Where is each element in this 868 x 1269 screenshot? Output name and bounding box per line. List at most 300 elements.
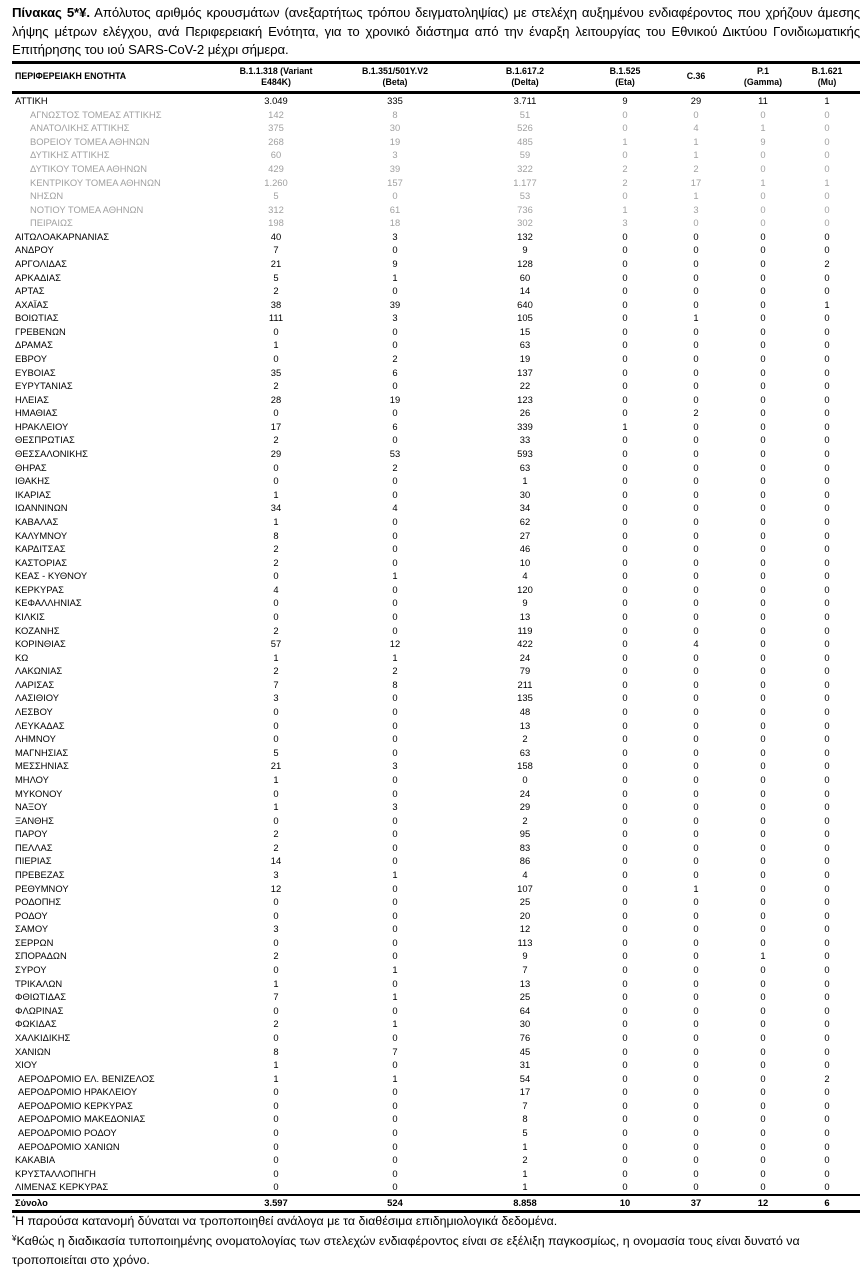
- count-cell: 0: [622, 787, 628, 799]
- count-cell: 2: [622, 162, 628, 174]
- count-cell: 29: [519, 801, 531, 813]
- count-cell: 17: [690, 176, 702, 188]
- count-cell: 24: [519, 787, 531, 799]
- table-row: [12, 488, 860, 502]
- count-cell: 736: [517, 203, 533, 215]
- count-cell: 0: [824, 678, 830, 690]
- count-cell: 0: [622, 475, 628, 487]
- count-cell: 0: [622, 1126, 628, 1138]
- region-name-cell: ΘΗΡΑΣ: [15, 461, 47, 473]
- region-name-cell: ΠΑΡΟΥ: [15, 828, 48, 840]
- count-cell: 29: [690, 95, 702, 107]
- count-cell: 46: [519, 543, 531, 555]
- table-body: [12, 93, 860, 1195]
- count-cell: 2: [522, 1154, 528, 1166]
- count-cell: 3: [392, 801, 398, 813]
- count-cell: 4: [273, 583, 279, 595]
- region-name-cell: ΕΥΡΥΤΑΝΙΑΣ: [15, 380, 73, 392]
- count-cell: 7: [273, 678, 279, 690]
- table-row: [12, 1031, 860, 1045]
- count-cell: 0: [622, 529, 628, 541]
- count-cell: 0: [760, 624, 766, 636]
- count-cell: 0: [760, 190, 766, 202]
- region-name-cell: ΠΙΕΡΙΑΣ: [15, 855, 52, 867]
- count-cell: 0: [824, 434, 830, 446]
- count-cell: 0: [824, 312, 830, 324]
- count-cell: 2: [273, 665, 279, 677]
- count-cell: 1: [760, 950, 766, 962]
- count-cell: 0: [273, 964, 279, 976]
- count-cell: 0: [824, 1086, 830, 1098]
- count-cell: 0: [824, 597, 830, 609]
- count-cell: 0: [273, 896, 279, 908]
- count-cell: 0: [693, 977, 699, 989]
- table-row-subregion: [12, 148, 860, 162]
- count-cell: 0: [273, 1154, 279, 1166]
- count-cell: 0: [273, 733, 279, 745]
- count-cell: 0: [392, 339, 398, 351]
- count-cell: 0: [273, 1126, 279, 1138]
- count-cell: 0: [622, 597, 628, 609]
- count-cell: 640: [517, 298, 533, 310]
- region-name-cell: ΚΕΡΚΥΡΑΣ: [15, 583, 64, 595]
- count-cell: 0: [760, 855, 766, 867]
- count-cell: 0: [392, 1086, 398, 1098]
- region-name-cell: ΣΥΡΟΥ: [15, 964, 47, 976]
- count-cell: 39: [389, 162, 401, 174]
- count-cell: 0: [622, 230, 628, 242]
- count-cell: 3: [273, 923, 279, 935]
- count-cell: 0: [693, 1059, 699, 1071]
- region-name-cell: ΓΡΕΒΕΝΩΝ: [15, 325, 66, 337]
- header-line-2: (Mu): [817, 77, 837, 87]
- table-row: [12, 298, 860, 312]
- count-cell: 375: [268, 122, 284, 134]
- count-cell: 0: [760, 285, 766, 297]
- count-cell: 15: [519, 325, 531, 337]
- count-cell: 1.260: [264, 176, 288, 188]
- count-cell: 0: [760, 896, 766, 908]
- table-row-subregion: [12, 162, 860, 176]
- table-row: [12, 800, 860, 814]
- count-cell: 1: [273, 1059, 279, 1071]
- count-cell: 2: [273, 543, 279, 555]
- count-cell: 158: [517, 760, 533, 772]
- column-header-variant: [222, 63, 330, 93]
- count-cell: 0: [622, 149, 628, 161]
- count-cell: 0: [392, 1113, 398, 1125]
- region-name-cell: ΒΟΡΕΙΟΥ ΤΟΜΕΑ ΑΘΗΝΩΝ: [30, 135, 150, 147]
- count-cell: 1: [824, 176, 830, 188]
- total-row: [12, 1195, 860, 1212]
- count-cell: 0: [693, 285, 699, 297]
- table-row: [12, 610, 860, 624]
- count-cell: 0: [824, 380, 830, 392]
- region-name-cell: ΝΟΤΙΟΥ ΤΟΜΕΑ ΑΘΗΝΩΝ: [30, 203, 144, 215]
- count-cell: 0: [693, 529, 699, 541]
- count-cell: 0: [760, 638, 766, 650]
- count-cell: 0: [392, 909, 398, 921]
- count-cell: 0: [622, 1167, 628, 1179]
- count-cell: 0: [273, 570, 279, 582]
- count-cell: 1: [622, 135, 628, 147]
- count-cell: 119: [517, 624, 533, 636]
- count-cell: 0: [622, 583, 628, 595]
- count-cell: 13: [519, 611, 531, 622]
- region-name-cell: ΜΗΛΟΥ: [15, 773, 49, 785]
- caption-text: Απόλυτος αριθμός κρουσμάτων (ανεξαρτήτως τρόπου δειγματοληψίας) με στελέχη αυξημένου ενδιαφέροντος που χρήζουν άμεσης λήψης μέτρων ελέγχου, ανά Περιφερειακή Ενότητα, για το χρονικό διάστημα από την έναρξη λειτουργίας του Εθνικού Δικτύου Γονιδιωματικής Επιτήρησης του ιού SARS-CoV-2 μέχρι σήμερα.: [12, 5, 860, 57]
- count-cell: 0: [273, 909, 279, 921]
- count-cell: 0: [693, 624, 699, 636]
- header-line-2: (Eta): [615, 77, 635, 87]
- table-row: [12, 1017, 860, 1031]
- count-cell: 0: [824, 1059, 830, 1071]
- table-row: [12, 284, 860, 298]
- count-cell: 0: [392, 1140, 398, 1152]
- column-header-variant: [460, 63, 590, 93]
- count-cell: 0: [824, 1031, 830, 1043]
- region-name-cell: ΧΙΟΥ: [15, 1059, 38, 1071]
- count-cell: 0: [824, 393, 830, 405]
- count-cell: 8: [392, 678, 398, 690]
- count-cell: 28: [270, 393, 282, 405]
- table-row: [12, 447, 860, 461]
- count-cell: 2: [273, 556, 279, 568]
- count-cell: 113: [517, 936, 533, 948]
- count-cell: 0: [760, 1181, 766, 1193]
- table-row: [12, 1058, 860, 1072]
- count-cell: 0: [622, 448, 628, 460]
- count-cell: 0: [824, 543, 830, 555]
- count-cell: 0: [693, 773, 699, 785]
- footnote: [12, 1230, 864, 1269]
- region-name-cell: ΚΟΡΙΝΘΙΑΣ: [15, 638, 66, 650]
- count-cell: 0: [273, 1086, 279, 1098]
- header-line-1: B.1.617.2: [505, 65, 545, 76]
- count-cell: 0: [824, 977, 830, 989]
- count-cell: 22: [519, 380, 531, 392]
- count-cell: 0: [392, 1004, 398, 1016]
- total-value: 37: [660, 1195, 732, 1212]
- table-row: [12, 868, 860, 882]
- count-cell: 0: [273, 353, 279, 365]
- count-cell: 2: [273, 1018, 279, 1030]
- count-cell: 0: [760, 325, 766, 337]
- count-cell: 111: [268, 312, 284, 324]
- footnotes: [12, 1210, 864, 1269]
- table-row-subregion: [12, 108, 860, 122]
- count-cell: 0: [392, 773, 398, 785]
- count-cell: 0: [824, 502, 830, 514]
- count-cell: 0: [273, 597, 279, 609]
- table-row: [12, 461, 860, 475]
- count-cell: 0: [622, 678, 628, 690]
- region-name-cell: ΡΕΘΥΜΝΟΥ: [15, 882, 69, 894]
- count-cell: 128: [517, 257, 533, 269]
- header-line-1: P.1: [756, 65, 770, 76]
- count-cell: 0: [824, 923, 830, 935]
- count-cell: 0: [760, 353, 766, 365]
- count-cell: 0: [760, 651, 766, 663]
- count-cell: 0: [273, 1167, 279, 1179]
- count-cell: 31: [519, 1059, 531, 1071]
- count-cell: 0: [824, 461, 830, 473]
- count-cell: 9: [622, 95, 628, 107]
- count-cell: 0: [622, 1059, 628, 1071]
- count-cell: 0: [760, 488, 766, 500]
- count-cell: 0: [693, 108, 699, 120]
- count-cell: 0: [622, 515, 628, 527]
- count-cell: 7: [392, 1045, 398, 1057]
- region-name-cell: ΙΩΑΝΝΙΝΩΝ: [15, 502, 68, 514]
- count-cell: 63: [519, 461, 531, 473]
- count-cell: 1: [522, 1181, 528, 1193]
- count-cell: 0: [824, 1126, 830, 1138]
- table-row: [12, 474, 860, 488]
- table-row: [12, 596, 860, 610]
- count-cell: 2: [824, 257, 830, 269]
- count-cell: 0: [392, 611, 398, 622]
- count-cell: 2: [522, 814, 528, 826]
- count-cell: 0: [693, 1086, 699, 1098]
- count-cell: 30: [389, 122, 401, 134]
- count-cell: 0: [622, 1045, 628, 1057]
- count-cell: 0: [622, 285, 628, 297]
- count-cell: 1: [392, 570, 398, 582]
- count-cell: 33: [519, 434, 531, 446]
- count-cell: 0: [760, 1113, 766, 1125]
- count-cell: 1: [693, 312, 699, 324]
- count-cell: 45: [519, 1045, 531, 1057]
- count-cell: 0: [693, 692, 699, 704]
- table-row: [12, 963, 860, 977]
- count-cell: 3: [693, 203, 699, 215]
- count-cell: 7: [522, 1099, 528, 1111]
- count-cell: 0: [760, 841, 766, 853]
- count-cell: 0: [392, 923, 398, 935]
- count-cell: 105: [517, 312, 533, 324]
- count-cell: 142: [268, 108, 284, 120]
- count-cell: 4: [392, 502, 398, 514]
- count-cell: 0: [693, 746, 699, 758]
- table-row-subregion: [12, 175, 860, 189]
- table-row: [12, 936, 860, 950]
- count-cell: 0: [693, 1154, 699, 1166]
- count-cell: 0: [693, 733, 699, 745]
- count-cell: 0: [392, 1099, 398, 1111]
- count-cell: 29: [270, 448, 282, 460]
- region-name-cell: ΚΑΛΥΜΝΟΥ: [15, 529, 68, 541]
- count-cell: 2: [392, 665, 398, 677]
- count-cell: 0: [622, 434, 628, 446]
- count-cell: 0: [622, 651, 628, 663]
- count-cell: 1: [392, 271, 398, 283]
- count-cell: 0: [622, 339, 628, 351]
- count-cell: 0: [760, 801, 766, 813]
- count-cell: 0: [622, 801, 628, 813]
- count-cell: 0: [622, 353, 628, 365]
- count-cell: 9: [522, 244, 528, 256]
- count-cell: 0: [760, 1018, 766, 1030]
- count-cell: 0: [693, 801, 699, 813]
- count-cell: 0: [693, 217, 699, 229]
- count-cell: 54: [519, 1072, 531, 1084]
- region-name-cell: ΑΕΡΟΔΡΟΜΙΟ ΡΟΔΟΥ: [18, 1126, 117, 1138]
- count-cell: 0: [273, 787, 279, 799]
- count-cell: 0: [693, 760, 699, 772]
- count-cell: 0: [760, 434, 766, 446]
- count-cell: 1: [693, 135, 699, 147]
- table-row: [12, 691, 860, 705]
- count-cell: 422: [517, 638, 533, 650]
- count-cell: 0: [760, 420, 766, 432]
- region-name-cell: ΑΡΤΑΣ: [15, 285, 45, 297]
- total-value: 3.597: [222, 1195, 330, 1212]
- table-row: [12, 1126, 860, 1140]
- count-cell: 9: [760, 135, 766, 147]
- footnote-marker: ¥: [12, 1234, 17, 1244]
- region-name-cell: ΗΛΕΙΑΣ: [15, 393, 49, 405]
- count-cell: 0: [824, 108, 830, 120]
- count-cell: 0: [760, 760, 766, 772]
- count-cell: 0: [760, 502, 766, 514]
- count-cell: 0: [760, 1004, 766, 1016]
- count-cell: 0: [824, 801, 830, 813]
- count-cell: 0: [693, 868, 699, 880]
- count-cell: 24: [519, 651, 531, 663]
- count-cell: 0: [824, 583, 830, 595]
- count-cell: 0: [693, 244, 699, 256]
- count-cell: 0: [760, 678, 766, 690]
- count-cell: 9: [522, 950, 528, 962]
- count-cell: 1: [392, 991, 398, 1003]
- count-cell: 0: [760, 706, 766, 718]
- region-name-cell: ΠΕΙΡΑΙΩΣ: [30, 217, 73, 229]
- header-line-1: B.1.525: [609, 65, 641, 76]
- count-cell: 0: [622, 366, 628, 378]
- count-cell: 0: [824, 244, 830, 256]
- count-cell: 0: [760, 529, 766, 541]
- count-cell: 1: [824, 95, 830, 107]
- region-name-cell: ΚΕΦΑΛΛΗΝΙΑΣ: [15, 597, 82, 609]
- table-row: [12, 325, 860, 339]
- count-cell: 0: [273, 706, 279, 718]
- count-cell: 0: [693, 366, 699, 378]
- count-cell: 0: [622, 624, 628, 636]
- count-cell: 0: [392, 407, 398, 419]
- count-cell: 0: [622, 298, 628, 310]
- count-cell: 0: [824, 868, 830, 880]
- table-row: [12, 93, 860, 108]
- count-cell: 1: [392, 964, 398, 976]
- count-cell: 0: [693, 488, 699, 500]
- region-name-cell: ΡΟΔΟΠΗΣ: [15, 896, 62, 908]
- table-row: [12, 732, 860, 746]
- count-cell: 0: [693, 1126, 699, 1138]
- count-cell: 0: [824, 1167, 830, 1179]
- count-cell: 0: [273, 325, 279, 337]
- table-row: [12, 569, 860, 583]
- table-row: [12, 759, 860, 773]
- count-cell: 86: [519, 855, 531, 867]
- count-cell: 0: [760, 909, 766, 921]
- region-name-cell: ΕΒΡΟΥ: [15, 353, 48, 365]
- count-cell: 0: [693, 298, 699, 310]
- table-row: [12, 1004, 860, 1018]
- count-cell: 0: [824, 325, 830, 337]
- count-cell: 0: [760, 298, 766, 310]
- header-line-1: B.1.1.318 (Variant: [239, 65, 313, 76]
- count-cell: 0: [273, 407, 279, 419]
- count-cell: 0: [622, 977, 628, 989]
- table-row: [12, 895, 860, 909]
- count-cell: 0: [392, 936, 398, 948]
- region-name-cell: ΛΑΣΙΘΙΟΥ: [15, 692, 60, 704]
- count-cell: 64: [519, 1004, 531, 1016]
- count-cell: 0: [693, 950, 699, 962]
- count-cell: 0: [824, 122, 830, 134]
- column-header-variant: [330, 63, 460, 93]
- region-name-cell: ΚΩ: [15, 651, 29, 663]
- count-cell: 0: [824, 271, 830, 283]
- count-cell: 0: [824, 706, 830, 718]
- count-cell: 0: [622, 1086, 628, 1098]
- count-cell: 0: [824, 217, 830, 229]
- count-cell: 7: [273, 991, 279, 1003]
- count-cell: 57: [270, 638, 282, 650]
- count-cell: 0: [824, 1045, 830, 1057]
- count-cell: 0: [392, 475, 398, 487]
- count-cell: 7: [273, 244, 279, 256]
- count-cell: 0: [693, 380, 699, 392]
- region-name-cell: ΗΡΑΚΛΕΙΟΥ: [15, 420, 69, 432]
- count-cell: 0: [622, 190, 628, 202]
- table-row: [12, 379, 860, 393]
- table-row: [12, 366, 860, 380]
- count-cell: 0: [824, 611, 830, 622]
- count-cell: 1: [392, 1018, 398, 1030]
- region-name-cell: ΗΜΑΘΙΑΣ: [15, 407, 58, 419]
- region-name-cell: ΦΘΙΩΤΙΔΑΣ: [15, 991, 67, 1003]
- count-cell: 0: [693, 787, 699, 799]
- column-header-variant: [794, 63, 860, 93]
- region-name-cell: ΣΠΟΡΑΔΩΝ: [15, 950, 67, 962]
- count-cell: 0: [392, 583, 398, 595]
- count-cell: 2: [273, 380, 279, 392]
- count-cell: 0: [760, 339, 766, 351]
- table-row: [12, 773, 860, 787]
- table-row: [12, 1099, 860, 1113]
- count-cell: 0: [392, 950, 398, 962]
- region-name-cell: ΡΟΔΟΥ: [15, 909, 48, 921]
- count-cell: 0: [622, 638, 628, 650]
- count-cell: 6: [392, 420, 398, 432]
- count-cell: 0: [760, 882, 766, 894]
- count-cell: 3: [392, 230, 398, 242]
- count-cell: 485: [517, 135, 533, 147]
- count-cell: 135: [517, 692, 533, 704]
- count-cell: 0: [693, 502, 699, 514]
- count-cell: 0: [392, 814, 398, 826]
- count-cell: 9: [392, 257, 398, 269]
- count-cell: 2: [392, 353, 398, 365]
- table-row: [12, 1072, 860, 1086]
- count-cell: 0: [760, 556, 766, 568]
- count-cell: 0: [760, 611, 766, 622]
- count-cell: 1: [273, 977, 279, 989]
- count-cell: 0: [760, 312, 766, 324]
- count-cell: 0: [622, 1181, 628, 1193]
